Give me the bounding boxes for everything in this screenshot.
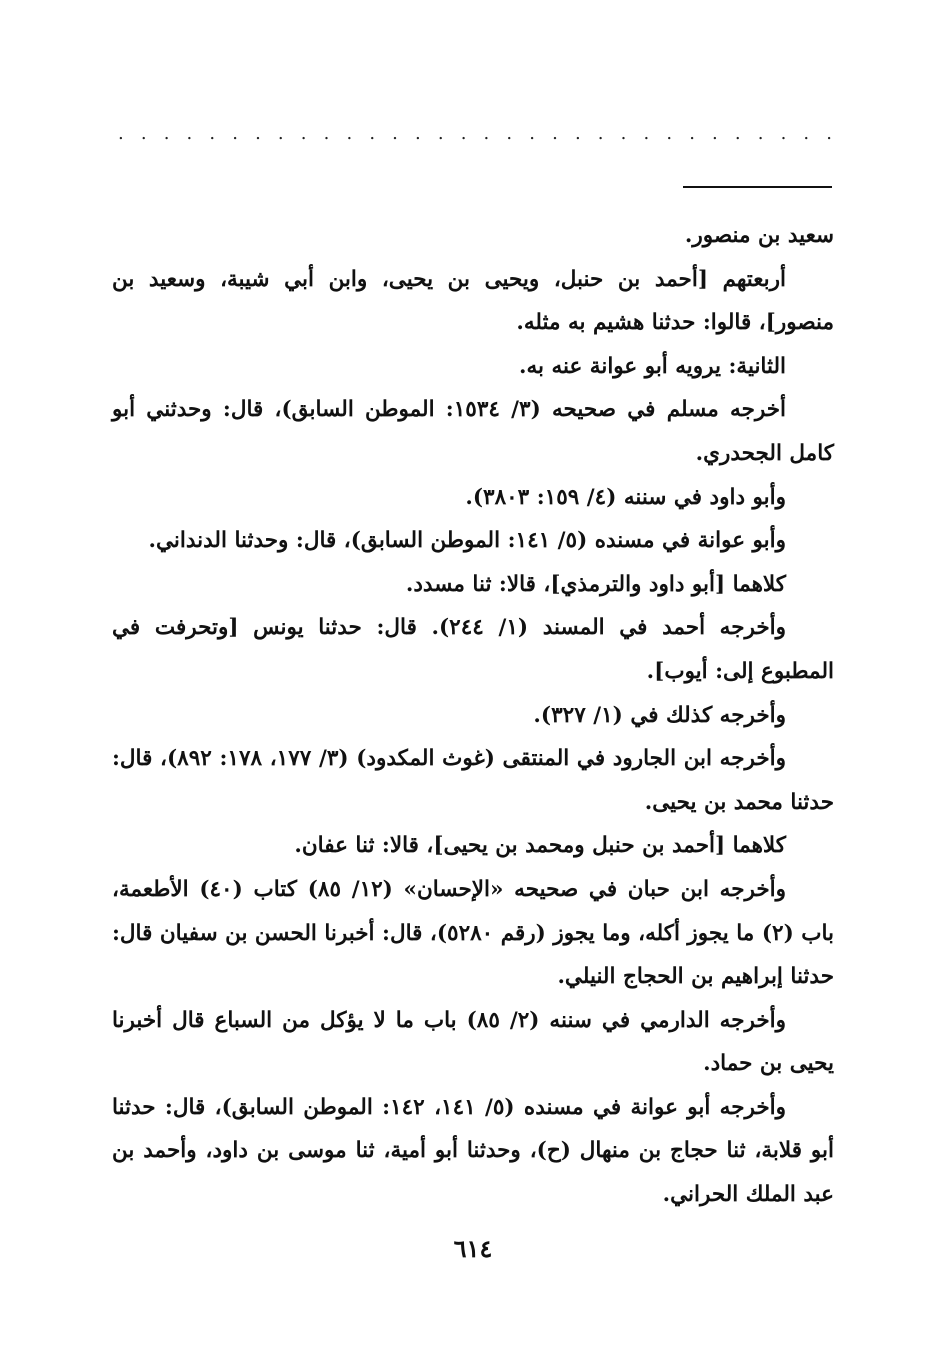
paragraph-2: أربعتهم [أحمد بن حنبل، ويحيى بن يحيى، وابن أبي شيبة، وسعيد بن منصور]، قالوا: حدثنا هشيم به مثله.	[112, 266, 834, 336]
dotted-separator: . . . . . . . . . . . . . . . . . . . . . . . . . . . . . . . .	[118, 124, 832, 144]
page-number: ٦١٤	[453, 1234, 493, 1263]
paragraph-8: وأخرجه أحمد في المسند (١/ ٢٤٤). قال: حدثنا يونس [وتحرفت في المطبوع إلى: أيوب].	[112, 615, 834, 684]
paragraph-10: وأخرجه ابن الجارود في المنتقى (غوث المكدود) (٣/ ١٧٧، ١٧٨: ٨٩٢)، قال: حدثنا محمد بن يحيى.	[112, 746, 834, 815]
paragraph-7: كلاهما [أبو داود والترمذي]، قالا: ثنا مسدد.	[405, 571, 786, 597]
footnote-text	[112, 214, 834, 1217]
paragraph-6: وأبو عوانة في مسنده (٥/ ١٤١: الموطن السابق)، قال: وحدثنا الدنداني.	[148, 528, 786, 554]
paragraph-3: الثانية: يرويه أبو عوانة عنه به.	[519, 353, 786, 379]
paragraph-13: وأخرجه الدارمي في سننه (٢/ ٨٥) باب ما لا يؤكل من السباع قال أخبرنا يحيى بن حماد.	[112, 1007, 834, 1077]
paragraph-9: وأخرجه كذلك في (١/ ٣٢٧).	[533, 702, 786, 728]
paragraph-11: كلاهما [أحمد بن حنبل ومحمد بن يحيى]، قالا: ثنا عفان.	[294, 833, 786, 859]
paragraph-1: سعيد بن منصور.	[684, 223, 834, 248]
footnote-rule	[683, 186, 832, 188]
paragraph-5: وأبو داود في سننه (٤/ ١٥٩: ٣٨٠٣).	[465, 484, 786, 510]
paragraph-12: وأخرجه ابن حبان في صحيحه «الإحسان» (١٢/ ٨٥) كتاب (٤٠) الأطعمة، باب (٢) ما يجوز أكله، وما يجوز (رقم ٥٢٨٠)، قال: أخبرنا الحسن بن سفيان قال: حدثنا إبراهيم بن الحجاج النيلي.	[112, 876, 835, 990]
paragraph-14: وأخرجه أبو عوانة في مسنده (٥/ ١٤١، ١٤٢: الموطن السابق)، قال: حدثنا أبو قلابة، ثنا حجاج بن منهال (ح)، وحدثنا أبو أمية، ثنا موسى بن داود، وأحمد بن عبد الملك الحراني.	[112, 1094, 834, 1208]
paragraph-4: أخرجه مسلم في صحيحه (٣/ ١٥٣٤: الموطن السابق)، قال: وحدثني أبو كامل الجحدري.	[112, 397, 834, 466]
